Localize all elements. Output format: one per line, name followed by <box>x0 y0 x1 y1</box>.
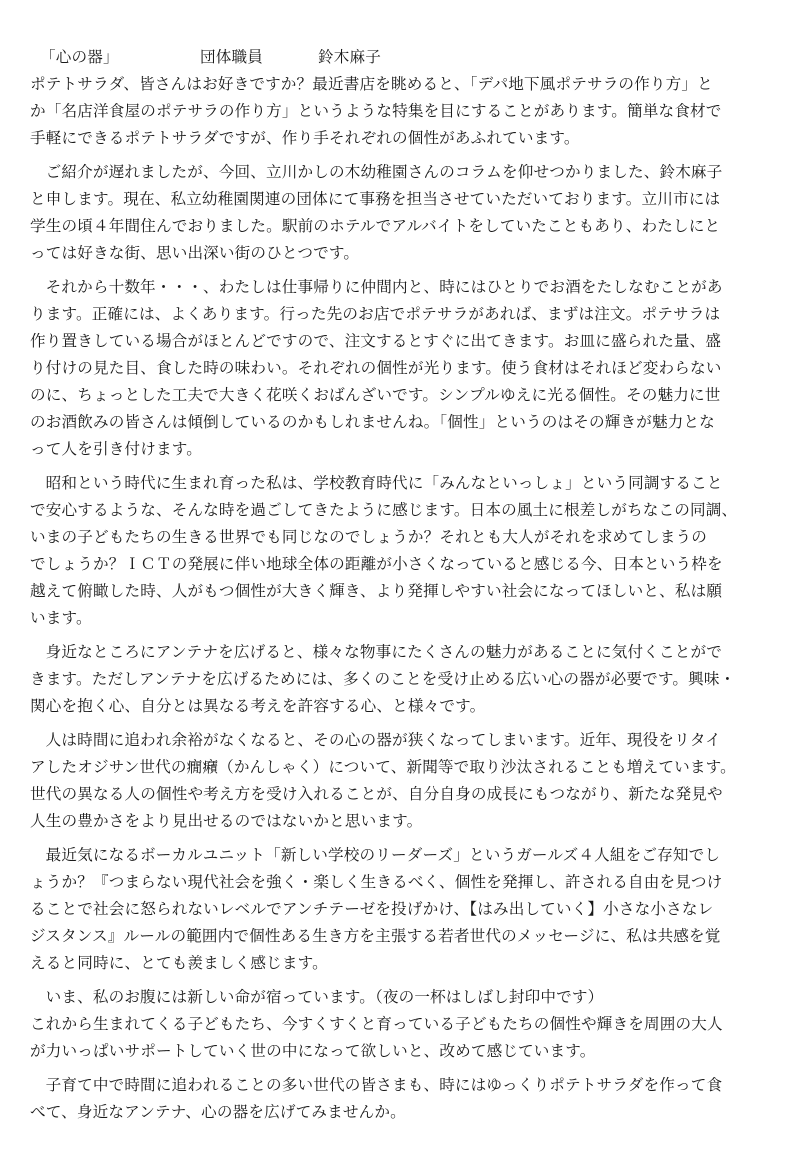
text-line: のお酒飲みの皆さんは傾倒しているのかもしれませんね。「個性」というのはその輝きが魅力とな <box>30 413 715 431</box>
text-line: きます。ただしアンテナを広げるためには、多くのことを受け止める広い心の器が必要です。興味・ <box>30 670 736 688</box>
text-line: 昭和という時代に生まれ育った私は、学校教育時代に「みんなといっしょ」という同調すること <box>45 474 723 492</box>
text-line: と申します。現在、私立幼稚園関連の団体にて事務を担当させていただいております。立川市には <box>30 190 721 208</box>
text-line: ポテトサラダ、皆さんはお好きですか？最近書店を眺めると、「デパ地下風ポテサラの作り方」と <box>30 75 713 93</box>
text-line: 学生の頃４年間住んでおりました。駅前のホテルでアルバイトをしていたこともあり、わたしにと <box>30 217 721 235</box>
paragraph <box>30 1072 786 1126</box>
text-line: いま、私のお腹には新しい命が宿っています。（夜の一杯はしばし封印中です） <box>45 988 604 1006</box>
text-line: 最近気になるボーカルユニット「新しい学校のリーダーズ」というガールズ４人組をご存知でし <box>45 846 721 864</box>
text-line: でしょうか？ＩＣＴの発展に伴い地球全体の距離が小さくなっていると感じる今、日本という枠を <box>30 555 723 573</box>
paragraph <box>30 984 786 1065</box>
text-line: り付けの見た目、食した時の味わい。それぞれの個性が光ります。使う食材はそれほど変わらない <box>30 359 722 377</box>
text-line: か「名店洋食屋のポテサラの作り方」というような特集を目にすることがあります。簡単な食材で <box>30 102 722 120</box>
text-line: べて、身近なアンテナ、心の器を広げてみませんか。 <box>30 1103 406 1121</box>
article-title: 「心の器」 <box>40 48 119 66</box>
author-name: 鈴木麻子 <box>318 48 381 66</box>
text-line: 作り置きしている場合がほとんどですので、注文するとすぐに出てきます。お皿に盛られた量、盛 <box>30 332 722 350</box>
text-line: って人を引き付けます。 <box>30 440 202 458</box>
text-line: えると同時に、とても羨ましく感じます。 <box>30 954 328 972</box>
paragraph <box>30 842 786 977</box>
text-line: 身近なところにアンテナを広げると、様々な物事にたくさんの魅力があることに気付くことがで <box>45 643 722 661</box>
paragraph <box>30 159 786 267</box>
text-line: のに、ちょっとした工夫で大きく花咲くおばんざいです。シンプルゆえに光る個性。その魅力に世 <box>30 386 721 404</box>
paragraph <box>30 639 786 720</box>
text-line: 人は時間に追われ余裕がなくなると、その心の器が狭くなってしまいます。近年、現役をリタイ <box>45 731 722 749</box>
paragraph <box>30 470 786 632</box>
text-line: それから十数年・・・、わたしは仕事帰りに仲間内と、時にはひとりでお酒をたしなむことがあ <box>45 278 723 296</box>
text-line: ご紹介が遅れましたが、今回、立川かしの木幼稚園さんのコラムを仰せつかりました、鈴木麻子 <box>45 163 723 181</box>
text-line: が力いっぱいサポートしていく世の中になって欲しいと、改めて感じています。 <box>30 1042 596 1060</box>
paragraph <box>30 274 786 463</box>
article-header <box>30 44 786 71</box>
paragraph <box>30 727 786 835</box>
text-line: で安心するような、そんな時を過ごしてきたように感じます。日本の風土に根差しがちなこの同調、 <box>30 501 738 519</box>
text-line: ょうか？『つまらない現代社会を強く・楽しく生きるべく、個性を発揮し、許される自由を見つけ <box>30 873 723 891</box>
text-line: 手軽にできるポテトサラダですが、作り手それぞれの個性があふれています。 <box>30 129 580 147</box>
text-line: っては好きな街、思い出深い街のひとつです。 <box>30 244 360 262</box>
text-line: 世代の異なる人の個性や考え方を受け入れることが、自分自身の成長にもつながり、新たな発見や <box>30 785 723 803</box>
text-line: 関心を抱く心、自分とは異なる考えを許容する心、と様々です。 <box>30 697 486 715</box>
text-line: 人生の豊かさをより見出せるのではないかと思います。 <box>30 812 423 830</box>
article <box>30 44 786 1133</box>
text-line: いまの子どもたちの生きる世界でも同じなのでしょうか？それとも大人がそれを求めてしまうの <box>30 528 707 546</box>
paragraph <box>30 71 786 152</box>
text-line: ります。正確には、よくあります。行った先のお店でポテサラがあれば、まずは注文。ポテサラは <box>30 305 721 323</box>
text-line: ジスタンス』ルールの範囲内で個性ある生き方を主張する若者世代のメッセージに、私は共感を覚 <box>30 927 721 945</box>
text-line: ることで社会に怒られないレベルでアンチテーゼを投げかけ、【はみ出していく】小さな小さなレ <box>30 900 714 918</box>
text-line: 越えて俯瞰した時、人がもつ個性が大きく輝き、より発揮しやすい社会になってほしいと、私は願 <box>30 582 723 600</box>
author-affiliation: 団体職員 <box>200 48 263 66</box>
text-line: これから生まれてくる子どもたち、今すくすくと育っている子どもたちの個性や輝きを周囲の大人 <box>30 1015 723 1033</box>
text-line: アしたオジサン世代の癇癪（かんしゃく）について、新聞等で取り沙汰されることも増えています。 <box>30 758 736 776</box>
text-line: 子育て中で時間に追われることの多い世代の皆さまも、時にはゆっくりポテトサラダを作って食 <box>45 1076 723 1094</box>
article-body <box>30 71 786 1126</box>
text-line: います。 <box>30 609 92 627</box>
